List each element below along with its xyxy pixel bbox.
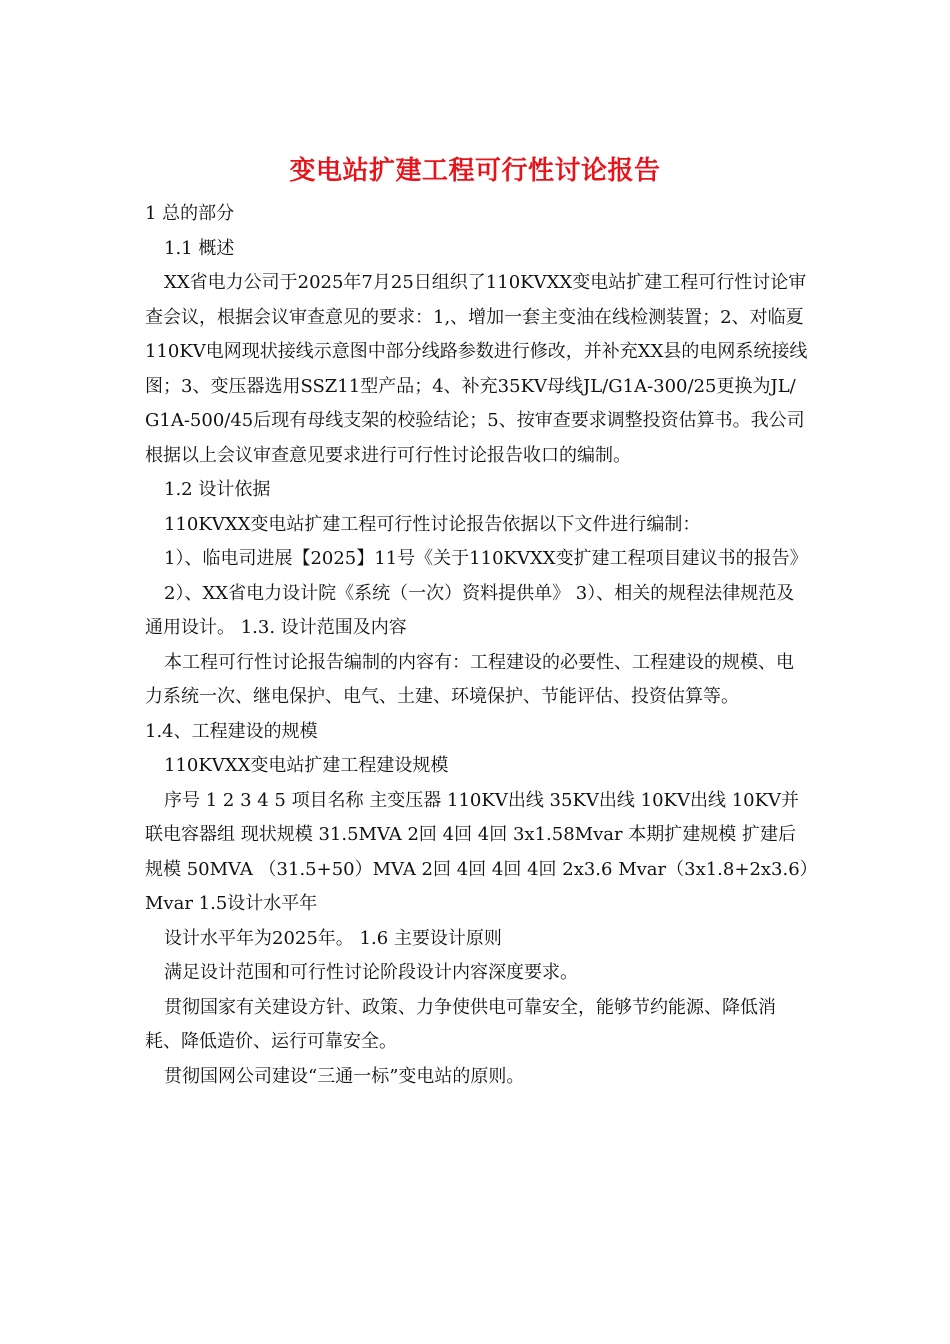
- paragraph: 本工程可行性讨论报告编制的内容有：工程建设的必要性、工程建设的规模、电力系统一次、继电保护、电气、土建、环境保护、节能评估、投资估算等。: [145, 651, 794, 707]
- subsection-heading: 1.2 设计依据: [164, 479, 271, 500]
- subsection-heading: 1.4、工程建设的规模: [145, 720, 318, 742]
- section-heading: 1 总的部分: [145, 203, 235, 224]
- document-title: 变电站扩建工程可行性讨论报告: [289, 156, 661, 186]
- paragraph: XX省电力公司于2025年7月25日组织了110KVXX变电站扩建工程可行性讨论审查会议，根据会议审查意见的要求：1,、增加一套主变油在线检测装置；2、对临夏110KV电网现状接线示意图中部分线路参数进行修改，并补充XX县的电网系统接线图；3、变压器选用SSZ11型产品；4、补充35KV母线JL/G1A-300/25更换为JL/G1A-500/45后现有母线支架的校验结论；5、按审查要求调整投资估算书。我公司根据以上会议审查意见要求进行可行性讨论报告收口的编制。: [145, 272, 808, 466]
- paragraph: 贯彻国家有关建设方针、政策、力争使供电可靠安全，能够节约能源、降低消耗、降低造价、运行可靠安全。: [145, 996, 776, 1052]
- list-item: 2）、XX省电力设计院《系统（一次）资料提供单》 3）、相关的规程法律规范及通用设计。 1.3. 设计范围及内容: [145, 582, 795, 638]
- paragraph: 110KVXX变电站扩建工程建设规模: [164, 755, 449, 776]
- paragraph: 设计水平年为2025年。 1.6 主要设计原则: [164, 927, 502, 949]
- paragraph: 满足设计范围和可行性讨论阶段设计内容深度要求。: [164, 962, 578, 983]
- scale-table-text: 序号 1 2 3 4 5 项目名称 主变压器 110KV出线 35KV出线 10KV出线 10KV并联电容器组 现状规模 31.5MVA 2回 4回 4回 3x1.58Mvar 本期扩建规模 扩建后规模 50MVA （31.5+50）MVA 2回 4回 4回 4回 2x3.6 Mvar（3x1.8+2x3.6）Mvar 1.5设计水平年: [145, 789, 809, 914]
- paragraph: 贯彻国网公司建设“三通一标”变电站的原则。: [164, 1065, 525, 1087]
- subsection-heading: 1.1 概述: [164, 237, 235, 259]
- list-item: 1）、临电司进展【2025】11号《关于110KVXX变扩建工程项目建议书的报告》: [164, 548, 808, 569]
- document-body: [145, 197, 810, 1094]
- paragraph: 110KVXX变电站扩建工程可行性讨论报告依据以下文件进行编制：: [164, 513, 701, 535]
